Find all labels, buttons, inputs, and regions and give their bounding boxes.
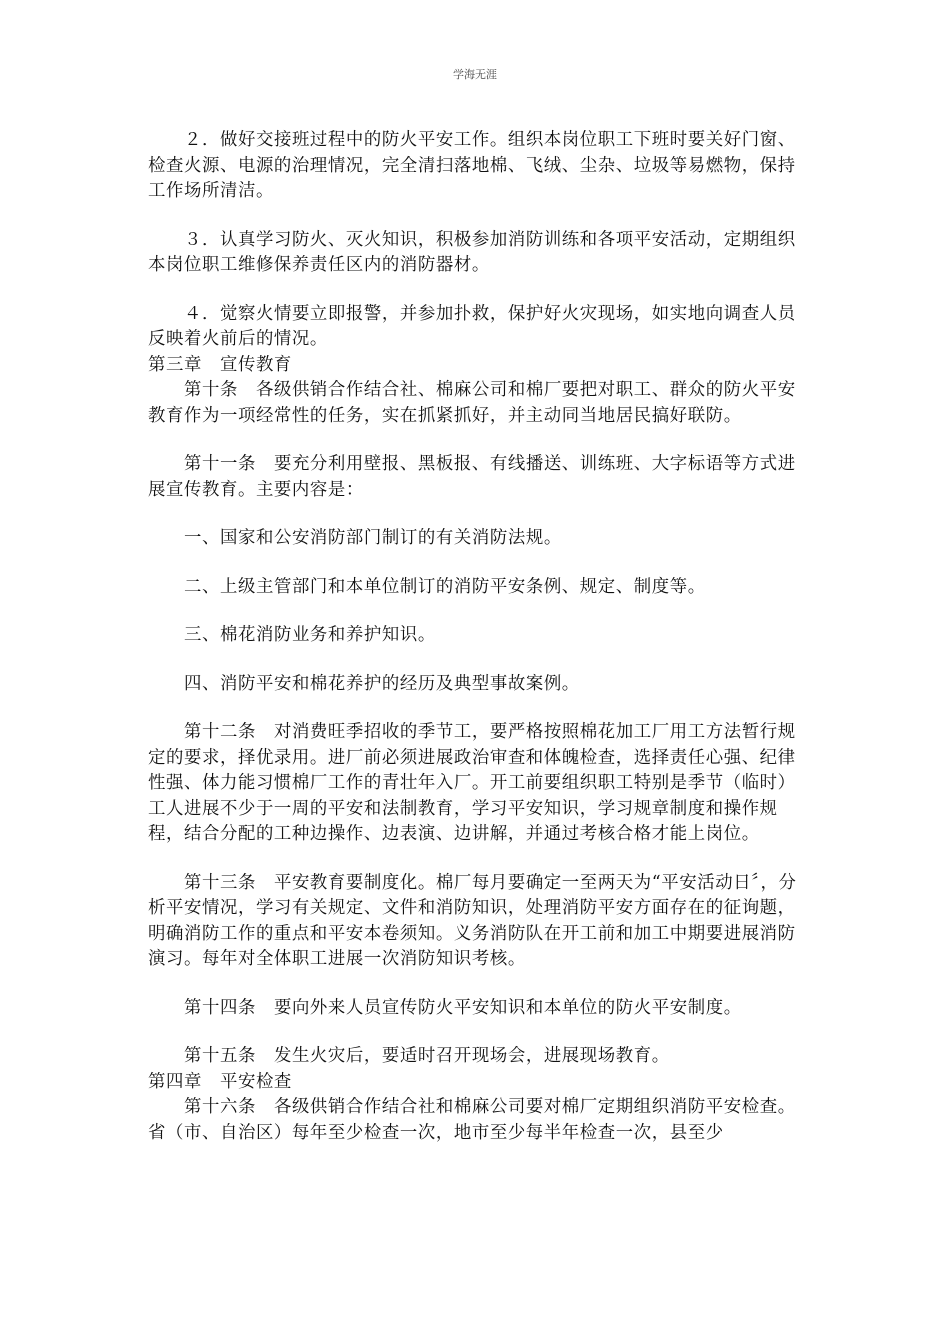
paragraph: ４．觉察火情要立即报警，并参加扑救，保护好火灾现场，如实地向调查人员反映着火前后的情况。 <box>148 303 796 349</box>
paragraph: 第十六条 各级供销合作结合社和棉麻公司要对棉厂定期组织消防平安检查。省（市、自治区）每年至少检查一次，地市至少每半年检查一次，县至少 <box>148 1097 796 1143</box>
document-body <box>148 128 800 1146</box>
list-item: 四、消防平安和棉花养护的经历及典型事故案例。 <box>184 673 580 694</box>
paragraph: ２．做好交接班过程中的防火平安工作。组织本岗位职工下班时要关好门窗、检查火源、电源的治理情况，完全清扫落地棉、飞绒、尘杂、垃圾等易燃物，保持工作场所清洁。 <box>148 130 796 201</box>
page-header: 学海无涯 <box>453 68 497 81</box>
chapter-heading: 第四章 平安检查 <box>148 1071 292 1092</box>
paragraph: 第十一条 要充分利用壁报、黑板报、有线播送、训练班、大字标语等方式进展宣传教育。主要内容是： <box>148 454 796 500</box>
paragraph: ３．认真学习防火、灭火知识，积极参加消防训练和各项平安活动，定期组织本岗位职工维修保养责任区内的消防器材。 <box>148 229 796 275</box>
chapter-heading: 第三章 宣传教育 <box>148 354 292 375</box>
list-item: 三、棉花消防业务和养护知识。 <box>184 625 436 645</box>
paragraph: 第十三条 平安教育要制度化。棉厂每月要确定一至两天为“平安活动日〞，分析平安情况，学习有关规定、文件和消防知识，处理消防平安方面存在的征询题，明确消防工作的重点和平安本卷须知。义务消防队在开工前和加工中期要进展消防演习。每年对全体职工进展一次消防知识考核。 <box>148 872 797 969</box>
paragraph: 第十二条 对消费旺季招收的季节工，要严格按照棉花加工厂用工方法暂行规定的要求，择优录用。进厂前必须进展政治审查和体魄检查，选择责任心强、纪律性强、体力能习惯棉厂工作的青壮年入厂。开工前要组织职工特别是季节（临时）工人进展不少于一周的平安和法制教育，学习平安知识，学习规章制度和操作规程，结合分配的工种边操作、边表演、边讲解，并通过考核合格才能上岗位。 <box>148 722 796 844</box>
list-item: 二、上级主管部门和本单位制订的消防平安条例、规定、制度等。 <box>184 576 706 597</box>
list-item: 一、国家和公安消防部门制订的有关消防法规。 <box>184 528 562 548</box>
paragraph: 第十条 各级供销合作结合社、棉麻公司和棉厂要把对职工、群众的防火平安教育作为一项经常性的任务，实在抓紧抓好，并主动同当地居民搞好联防。 <box>148 380 796 426</box>
paragraph: 第十四条 要向外来人员宣传防火平安知识和本单位的防火平安制度。 <box>184 997 742 1018</box>
paragraph: 第十五条 发生火灾后，要适时召开现场会，进展现场教育。 <box>184 1046 670 1066</box>
